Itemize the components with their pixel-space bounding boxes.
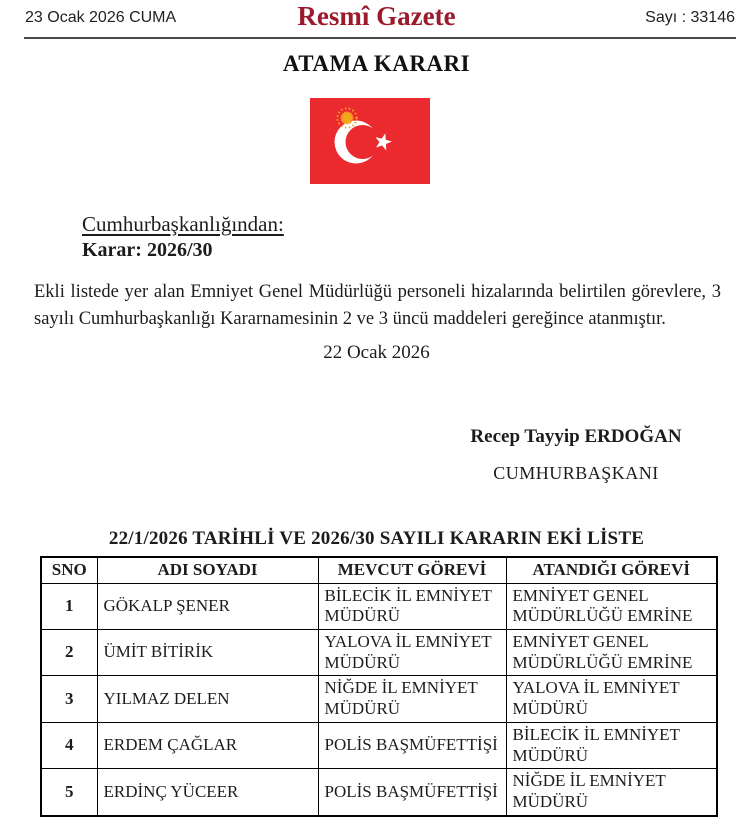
table-row xyxy=(41,676,717,722)
appointment-table xyxy=(40,556,718,817)
table-header-row xyxy=(41,557,717,583)
cell-sno: 1 xyxy=(41,583,97,629)
cell-name: ERDEM ÇAĞLAR xyxy=(97,722,318,768)
cell-current-post: NİĞDE İL EMNİYET MÜDÜRÜ xyxy=(318,676,506,722)
cell-assigned-post: EMNİYET GENEL MÜDÜRLÜĞÜ EMRİNE xyxy=(506,583,717,629)
cell-current-post: POLİS BAŞMÜFETTİŞİ xyxy=(318,722,506,768)
signer-name: Recep Tayyip ERDOĞAN xyxy=(470,426,682,447)
table-row xyxy=(41,769,717,816)
decision-date: 22 Ocak 2026 xyxy=(323,342,430,363)
cell-sno: 4 xyxy=(41,722,97,768)
turkish-presidential-flag-icon xyxy=(310,98,430,184)
header-sno: SNO xyxy=(41,557,97,583)
decision-number: Karar: 2026/30 xyxy=(82,239,213,261)
cell-assigned-post: BİLECİK İL EMNİYET MÜDÜRÜ xyxy=(506,722,717,768)
cell-name: YILMAZ DELEN xyxy=(97,676,318,722)
cell-sno: 2 xyxy=(41,629,97,675)
gazette-title: Resmî Gazete xyxy=(297,1,456,31)
cell-name: ÜMİT BİTİRİK xyxy=(97,629,318,675)
header-current-post: MEVCUT GÖREVİ xyxy=(318,557,506,583)
cell-sno: 5 xyxy=(41,769,97,816)
cell-assigned-post: EMNİYET GENEL MÜDÜRLÜĞÜ EMRİNE xyxy=(506,629,717,675)
table-row xyxy=(41,629,717,675)
table-row xyxy=(41,722,717,768)
cell-assigned-post: NİĞDE İL EMNİYET MÜDÜRÜ xyxy=(506,769,717,816)
annex-table-title: 22/1/2026 TARİHLİ VE 2026/30 SAYILI KARARIN EKİ LİSTE xyxy=(108,528,645,549)
masthead-divider xyxy=(24,37,736,39)
cell-assigned-post: YALOVA İL EMNİYET MÜDÜRÜ xyxy=(506,676,717,722)
cell-current-post: BİLECİK İL EMNİYET MÜDÜRÜ xyxy=(318,583,506,629)
gazette-date: 23 Ocak 2026 CUMA xyxy=(25,9,177,26)
gazette-issue-number: Sayı : 33146 xyxy=(645,9,735,26)
header-assigned-post: ATANDIĞI GÖREVİ xyxy=(506,557,717,583)
cell-name: ERDİNÇ YÜCEER xyxy=(97,769,318,816)
cell-sno: 3 xyxy=(41,676,97,722)
signer-title: CUMHURBAŞKANI xyxy=(493,463,659,483)
table-row xyxy=(41,583,717,629)
document-heading: ATAMA KARARI xyxy=(282,51,471,76)
issuing-authority: Cumhurbaşkanlığından: xyxy=(82,212,284,236)
cell-name: GÖKALP ŞENER xyxy=(97,583,318,629)
signature-block xyxy=(400,426,752,484)
cell-current-post: POLİS BAŞMÜFETTİŞİ xyxy=(318,769,506,816)
header-name: ADI SOYADI xyxy=(97,557,318,583)
cell-current-post: YALOVA İL EMNİYET MÜDÜRÜ xyxy=(318,629,506,675)
decision-body-text: Ekli listede yer alan Emniyet Genel Müdürlüğü personeli hizalarında belirtilen görevlere, 3 sayılı Cumhurbaşkanlığı Kararnamesinin 2 ve 3 üncü maddeleri gereğince atanmıştır. xyxy=(34,282,721,329)
